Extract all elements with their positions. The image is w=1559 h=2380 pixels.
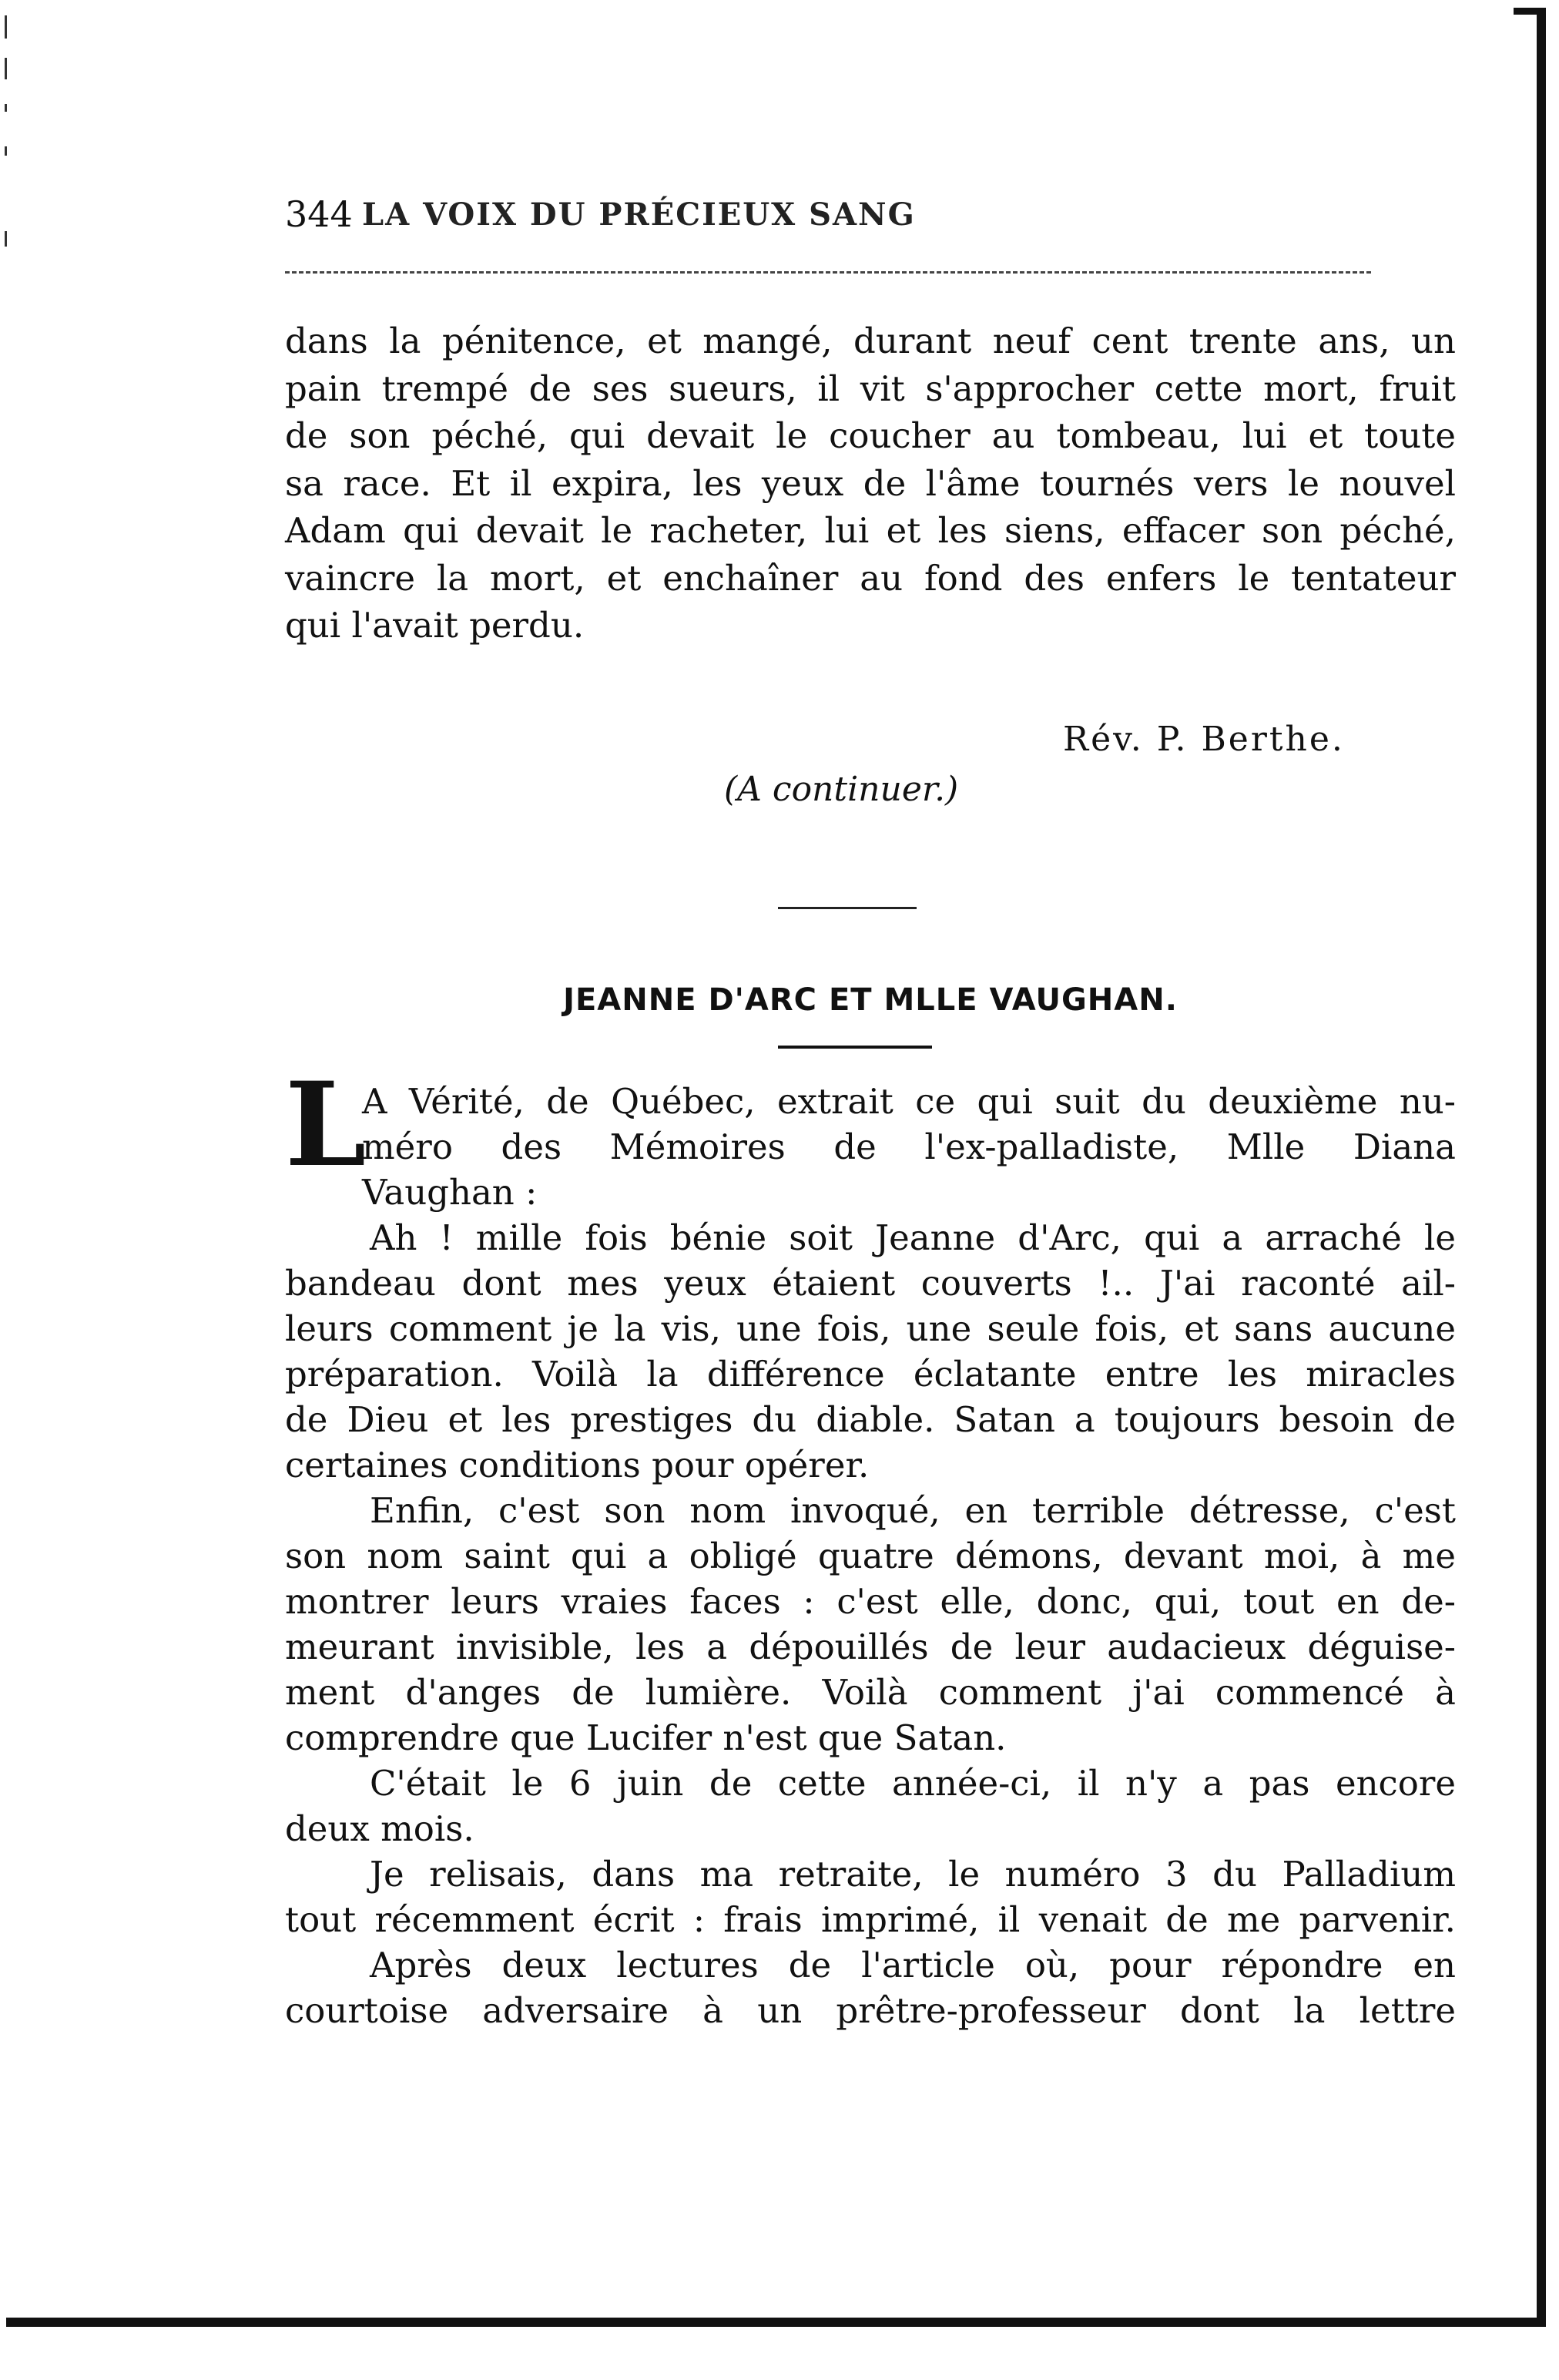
text-line: montrer leurs vraies faces : c'est elle, donc, qui, tout en de- (285, 1581, 1456, 1622)
text-line: deux mois. (285, 1808, 474, 1849)
text-line: leurs comment je la vis, une fois, une seule fois, et sans aucune (285, 1308, 1456, 1349)
continued-paragraph (285, 317, 1456, 650)
text-line: tout récemment écrit : frais imprimé, il venait de me parvenir. (285, 1899, 1456, 1940)
text-line: sa race. Et il expira, les yeux de l'âme tournés vers le nouvel (285, 462, 1456, 504)
text-line: Enfin, c'est son nom invoqué, en terrible détresse, c'est (370, 1490, 1456, 1531)
text-line: Adam qui devait le racheter, lui et les siens, effacer son péché, (285, 510, 1456, 551)
text-line: Je relisais, dans ma retraite, le numéro 3 du Palladium (370, 1854, 1456, 1895)
text-line: dans la pénitence, et mangé, durant neuf cent trente ans, un (285, 321, 1456, 361)
running-title: LA VOIX DU PRÉCIEUX SANG (362, 196, 916, 233)
text-line: courtoise adversaire à un prêtre-professeur dont la lettre (285, 1990, 1456, 2031)
scan-edge-marks (5, 15, 9, 247)
page-header (285, 191, 1487, 237)
page-frame-right-border (1537, 8, 1546, 2327)
text-line: préparation. Voilà la différence éclatante entre les miracles (285, 1354, 1456, 1395)
page-frame-bottom-border (6, 2318, 1546, 2327)
text-line: certaines conditions pour opérer. (285, 1445, 870, 1485)
text-line: de son péché, qui devait le coucher au tombeau, lui et toute (285, 415, 1456, 456)
text-line: comprendre que Lucifer n'est que Satan. (285, 1717, 1007, 1758)
article-body (285, 1057, 1456, 2033)
text-line: bandeau dont mes yeux étaient couverts !.. J'ai raconté ail- (285, 1263, 1456, 1304)
title-rule (778, 1046, 932, 1049)
text-line: qui l'avait perdu. (285, 605, 585, 646)
page-number: 344 (285, 193, 353, 235)
text-line: de Dieu et les prestiges du diable. Satan a toujours besoin de (285, 1399, 1456, 1440)
text-line: A Vérité, de Québec, extrait ce qui suit du deuxième nu- (362, 1081, 1456, 1122)
section-separator (778, 907, 917, 909)
text-line: pain trempé de ses sueurs, il vit s'approcher cette mort, fruit (285, 368, 1456, 409)
text-line: ment d'anges de lumière. Voilà comment j'ai commencé à (285, 1672, 1456, 1713)
dropcap-letter: L (285, 1057, 367, 1193)
text-line: Vaughan : (362, 1172, 538, 1213)
text-line: meurant invisible, les a dépouillés de leur audacieux déguise- (285, 1626, 1456, 1667)
continuation-note: (A continuer.) (724, 770, 959, 809)
article-title: JEANNE D'ARC ET MLLE VAUGHAN. (563, 982, 1178, 1018)
text-line: C'était le 6 juin de cette année-ci, il n'y a pas encore (370, 1763, 1456, 1804)
header-rule (285, 271, 1371, 274)
article-body-lines (285, 1215, 1456, 2033)
text-line: Ah ! mille fois bénie soit Jeanne d'Arc, qui a arraché le (370, 1217, 1456, 1258)
text-line: vaincre la mort, et enchaîner au fond des enfers le tentateur (285, 557, 1456, 599)
text-line: Après deux lectures de l'article où, pour répondre en (370, 1945, 1456, 1986)
author-signature: Rév. P. Berthe. (1063, 720, 1345, 759)
text-line: son nom saint qui a obligé quatre démons, devant moi, à me (285, 1536, 1456, 1576)
text-line: méro des Mémoires de l'ex-palladiste, Mlle Diana (362, 1126, 1456, 1167)
